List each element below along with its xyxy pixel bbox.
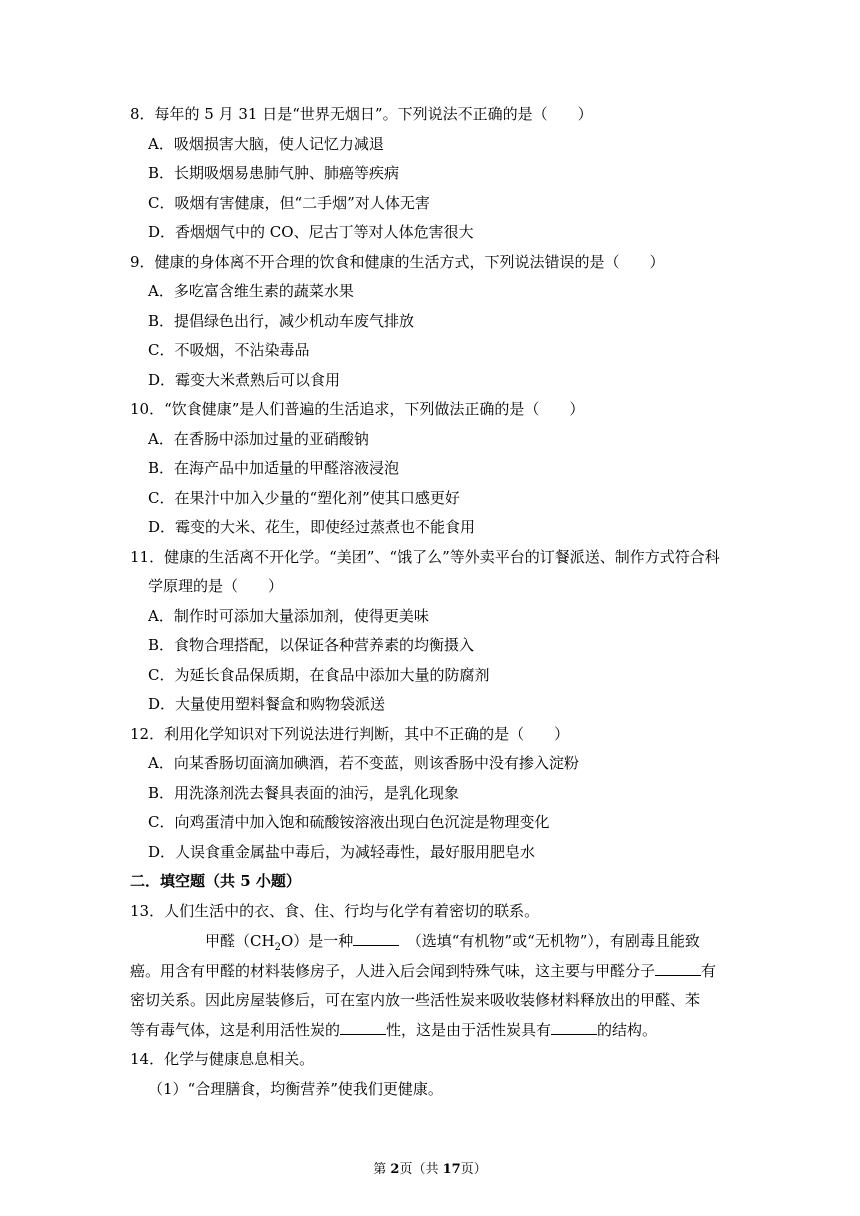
answer-blank[interactable] — [551, 1020, 597, 1035]
question-11-stem-line2: 学原理的是（ ） — [148, 577, 284, 595]
question-12-option-a: A．向某香肠切面滴加碘酒，若不变蓝，则该香肠中没有掺入淀粉 — [148, 754, 579, 772]
question-12-stem: 12．利用化学知识对下列说法进行判断，其中不正确的是（ ） — [130, 725, 570, 743]
question-11-option-d: D．大量使用塑料餐盒和购物袋派送 — [148, 695, 386, 713]
q13-subscript: 2 — [274, 942, 281, 953]
q13-text: 等有毒气体，这是利用活性炭的 — [130, 1021, 341, 1039]
question-13-line1 — [205, 931, 700, 958]
question-10-stem: 10．“饮食健康”是人们普遍的生活追求，下列做法正确的是（ ） — [130, 400, 585, 418]
question-13-line4 — [130, 1020, 657, 1040]
answer-blank[interactable] — [655, 961, 701, 976]
question-10-option-a: A．在香肠中添加过量的亚硝酸钠 — [148, 430, 369, 448]
question-13-line2 — [130, 961, 716, 981]
question-14-sub1: （1）“合理膳食，均衡营养”使我们更健康。 — [148, 1080, 443, 1098]
question-9-option-c: C．不吸烟，不沾染毒品 — [148, 341, 310, 359]
question-11-option-c: C．为延长食品保质期，在食品中添加大量的防腐剂 — [148, 666, 490, 684]
q13-text: 甲醛（CH — [205, 932, 275, 950]
question-13-line3: 密切关系。因此房屋装修后，可在室内放一些活性炭来吸收装修材料释放出的甲醛、苯 — [130, 991, 701, 1009]
q13-text: 性，这是由于活性炭具有 — [386, 1021, 552, 1039]
question-8-option-c: C．吸烟有害健康，但“二手烟”对人体无害 — [148, 194, 430, 212]
question-12-option-b: B．用洗涤剂洗去餐具表面的油污，是乳化现象 — [148, 784, 460, 802]
footer-total-pages: 17 — [442, 1162, 461, 1177]
question-8-option-b: B．长期吸烟易患肺气肿、肺癌等疾病 — [148, 164, 400, 182]
question-8-stem: 8．每年的 5 月 31 日是“世界无烟日”。下列说法不正确的是（ ） — [130, 105, 593, 123]
question-9-option-b: B．提倡绿色出行，减少机动车废气排放 — [148, 312, 415, 330]
question-12-option-c: C．向鸡蛋清中加入饱和硫酸铵溶液出现白色沉淀是物理变化 — [148, 813, 550, 831]
question-11-option-a: A．制作时可添加大量添加剂，使得更美味 — [148, 607, 429, 625]
question-8-option-a: A．吸烟损害大脑，使人记忆力减退 — [148, 135, 384, 153]
footer-page-number: 2 — [390, 1162, 400, 1177]
question-10-option-b: B．在海产品中加适量的甲醛溶液浸泡 — [148, 459, 400, 477]
question-10-option-c: C．在果汁中加入少量的“塑化剂”使其口感更好 — [148, 489, 460, 507]
question-9-option-a: A．多吃富含维生素的蔬菜水果 — [148, 282, 354, 300]
q13-text: 的结构。 — [597, 1021, 658, 1039]
question-13-stem: 13．人们生活中的衣、食、住、行均与化学有着密切的联系。 — [130, 902, 540, 920]
q13-text: O）是一种 — [280, 932, 354, 950]
question-11-stem-line1: 11．健康的生活离不开化学。“美团”、“饿了么”等外卖平台的订餐派送、制作方式符合科 — [130, 548, 720, 566]
question-9-option-d: D．霉变大米煮熟后可以食用 — [148, 371, 341, 389]
q13-text: 有 — [701, 962, 717, 980]
footer-text: 页（共 — [399, 1162, 443, 1177]
question-9-stem: 9．健康的身体离不开合理的饮食和健康的生活方式，下列说法错误的是（ ） — [130, 253, 665, 271]
answer-blank[interactable] — [353, 931, 399, 946]
question-10-option-d: D．霉变的大米、花生，即使经过蒸煮也不能食用 — [148, 518, 476, 536]
section-2-title: 二．填空题（共 5 小题） — [130, 872, 301, 890]
footer-text: 页） — [460, 1162, 487, 1177]
question-12-option-d: D．人误食重金属盐中毒后，为减轻毒性，最好服用肥皂水 — [148, 843, 536, 861]
footer-text: 第 — [373, 1162, 391, 1177]
question-8-option-d: D．香烟烟气中的 CO、尼古丁等对人体危害很大 — [148, 223, 474, 241]
question-14-stem: 14．化学与健康息息相关。 — [130, 1050, 315, 1068]
q13-text: 癌。用含有甲醛的材料装修房子，人进入后会闻到特殊气味，这主要与甲醛分子 — [130, 962, 656, 980]
q13-text: （选填“有机物”或“无机物”），有剧毒且能致 — [399, 932, 700, 950]
question-11-option-b: B．食物合理搭配，以保证各种营养素的均衡摄入 — [148, 636, 475, 654]
answer-blank[interactable] — [340, 1020, 386, 1035]
page-footer — [0, 1158, 860, 1177]
